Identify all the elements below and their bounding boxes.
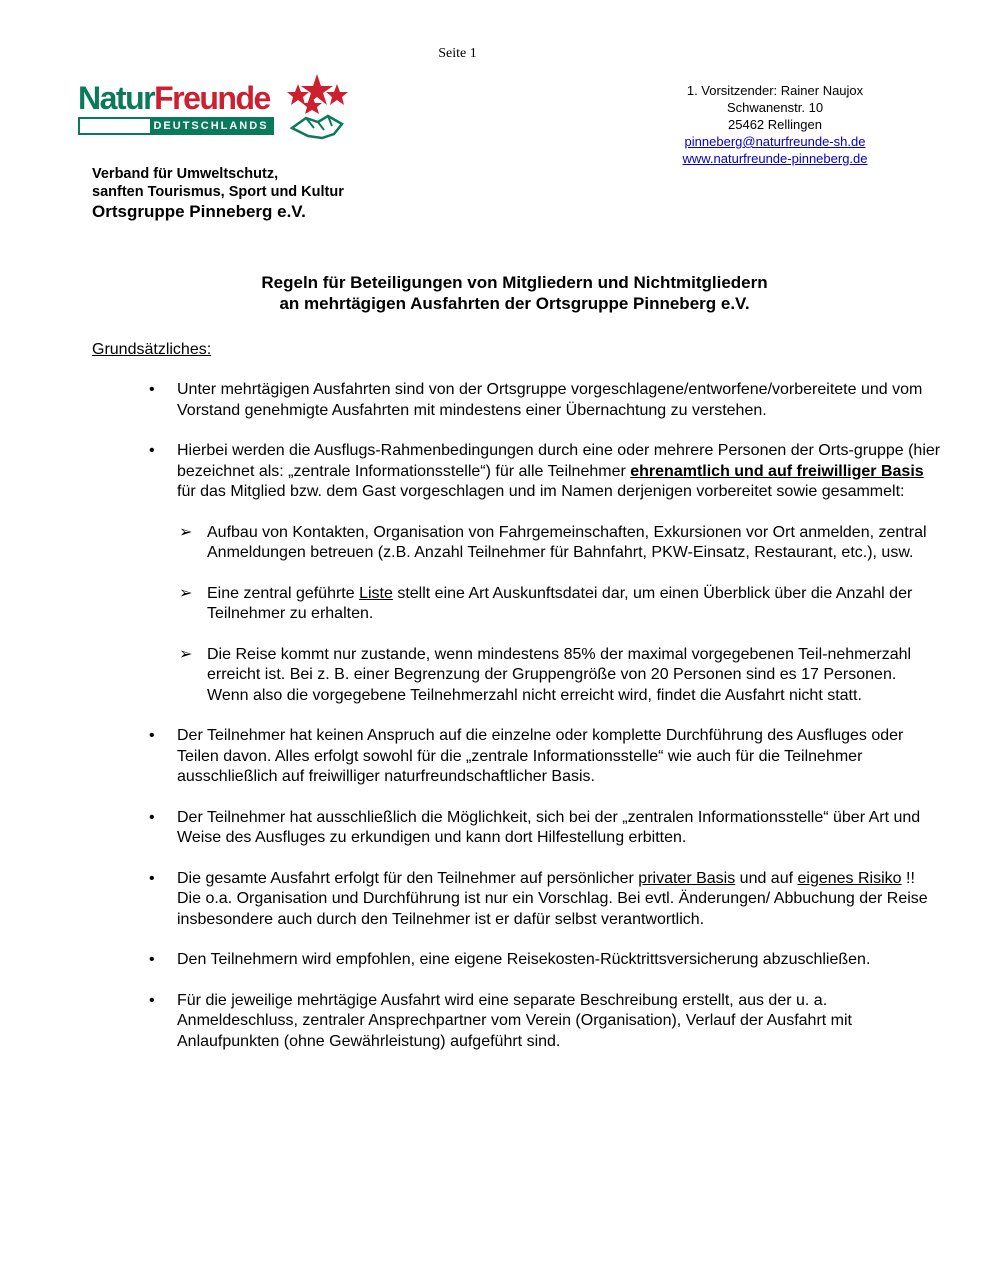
item-underlined: privater Basis <box>638 869 736 887</box>
contact-website-link[interactable]: www.naturfreunde-pinneberg.de <box>682 151 868 166</box>
item-text: Eine zentral geführte <box>207 584 360 602</box>
sub-list-item <box>179 523 942 564</box>
bullet-icon: • <box>149 869 155 887</box>
org-name: Ortsgruppe Pinneberg e.V. <box>92 202 306 221</box>
list-item <box>149 808 942 849</box>
section-heading: Grundsätzliches: <box>92 341 212 358</box>
org-line-1: Verband für Umweltschutz, <box>92 166 279 182</box>
bullet-icon: • <box>149 381 155 398</box>
arrow-bullet-icon: ➢ <box>179 645 193 663</box>
item-text: Die gesamte Ausfahrt erfolgt für den Teilnehmer auf persönlicher <box>177 869 639 887</box>
list-item <box>149 991 942 1053</box>
item-underlined: eigenes Risiko <box>797 869 902 887</box>
contact-city: 25462 Rellingen <box>728 117 822 132</box>
sub-list-item <box>179 645 942 707</box>
arrow-bullet-icon: ➢ <box>179 584 193 602</box>
bullet-icon: • <box>149 727 155 744</box>
list-item <box>149 380 942 421</box>
contact-street: Schwanenstr. 10 <box>726 100 824 115</box>
list-item <box>149 726 942 788</box>
logo-wordmark <box>78 82 270 114</box>
roses-handshake-icon <box>282 72 352 144</box>
contact-chair: 1. Vorsitzender: Rainer Naujox <box>686 83 864 98</box>
list-item <box>149 869 942 931</box>
item-text: !! Die o.a. Organisation und Durchführung ist nur ein Vorschlag. Bei evtl. Änderungen/ Abbuchung der Reise insbesondere auch durch den Teilnehmer ist er dafür selbst verantwortlich. <box>177 869 928 928</box>
item-text: und auf <box>735 869 798 887</box>
item-emphasis: ehrenamtlich und auf freiwilliger Basis <box>630 462 924 480</box>
sub-list-item <box>179 584 942 625</box>
item-text: Aufbau von Kontakten, Organisation von Fahrgemeinschaften, Exkursionen vor Ort anmelden, zentral Anmeldungen betreuen (z.B. Anzahl Teilnehmer für Bahnfahrt, PKW-Einsatz, Restaurant, etc.), usw. <box>207 523 927 561</box>
naturfreunde-logo <box>78 72 353 144</box>
logo-word-natur: Natur <box>78 80 155 116</box>
item-text: für das Mitglied bzw. dem Gast vorgeschlagen und im Namen derjenigen vorbereitet sowie gesammelt: <box>177 483 905 500</box>
arrow-bullet-icon: ➢ <box>179 523 193 541</box>
organization-block <box>92 165 344 223</box>
title-line-2: an mehrtägigen Ausfahrten der Ortsgruppe Pinneberg e.V. <box>279 294 750 313</box>
bullet-icon: • <box>149 808 155 826</box>
list-item <box>149 441 942 503</box>
item-underlined: Liste <box>359 584 393 602</box>
item-text: Der Teilnehmer hat keinen Anspruch auf die einzelne oder komplette Durchführung des Ausfluges oder Teilen davon. Alles erfolgt sowohl für die „zentrale Informationsstelle“ wie auch für die Teilnehmer ausschließlich auf freiwilliger naturfreundschaftlicher Basis. <box>177 727 904 785</box>
bullet-icon: • <box>149 442 155 459</box>
item-text: Den Teilnehmern wird empfohlen, eine eigene Reisekosten-Rücktrittsversicherung abzuschließen. <box>177 951 871 968</box>
item-text-note: Wenn also die vorgegebene Teilnehmerzahl nicht erreicht wird, findet die Ausfahrt nicht statt. <box>207 686 862 704</box>
item-text: Die Reise kommt nur zustande, wenn mindestens 85% der maximal vorgegebenen Teil-nehmerzahl erreicht ist. Bei z. B. einer Begrenzung der Gruppengröße von 20 Personen sind es 17 Personen. <box>207 645 912 683</box>
item-text: stellt eine Art Auskunftsdatei dar, um einen Überblick über die Anzahl der Teilnehmer zu erhalten. <box>207 584 913 622</box>
logo-subtitle-bar <box>78 117 274 135</box>
org-line-2: sanften Tourismus, Sport und Kultur <box>92 184 344 200</box>
bullet-icon: • <box>149 951 155 968</box>
contact-email-link[interactable]: pinneberg@naturfreunde-sh.de <box>684 134 866 149</box>
item-text: Hierbei werden die Ausflugs-Rahmenbedingungen durch eine oder mehrere Personen der Orts-gruppe (hier bezeichnet als: „zentrale Informationsstelle“) für alle Teilnehmer <box>177 442 941 480</box>
bullet-icon: • <box>149 991 155 1009</box>
page-number: Seite 1 <box>438 46 477 61</box>
logo-word-freunde: Freunde <box>154 80 270 116</box>
contact-block <box>645 82 905 167</box>
title-line-1: Regeln für Beteiligungen von Mitgliedern und Nichtmitgliedern <box>261 273 768 292</box>
item-text: Der Teilnehmer hat ausschließlich die Möglichkeit, sich bei der „zentralen Informationsstelle“ über Art und Weise des Ausfluges zu erkundigen und kann dort Hilfestellung erbitten. <box>177 808 921 846</box>
list-item <box>149 950 942 971</box>
logo-subtitle: DEUTSCHLANDS <box>150 118 272 134</box>
document-title <box>92 272 937 314</box>
item-text: Unter mehrtägigen Ausfahrten sind von der Ortsgruppe vorgeschlagene/entworfene/vorbereitete und vom Vorstand genehmigte Ausfahrten mit mindestens einer Übernachtung zu verstehen. <box>177 381 923 419</box>
rules-list <box>0 380 989 1072</box>
item-text: Für die jeweilige mehrtägige Ausfahrt wird eine separate Beschreibung erstellt, aus der u. a. Anmeldeschluss, zentraler Ansprechpartner vom Verein (Organisation), Verlauf der Ausfahrt mit Anlaufpunkten (ohne Gewährleistung) aufgeführt sind. <box>177 991 852 1050</box>
